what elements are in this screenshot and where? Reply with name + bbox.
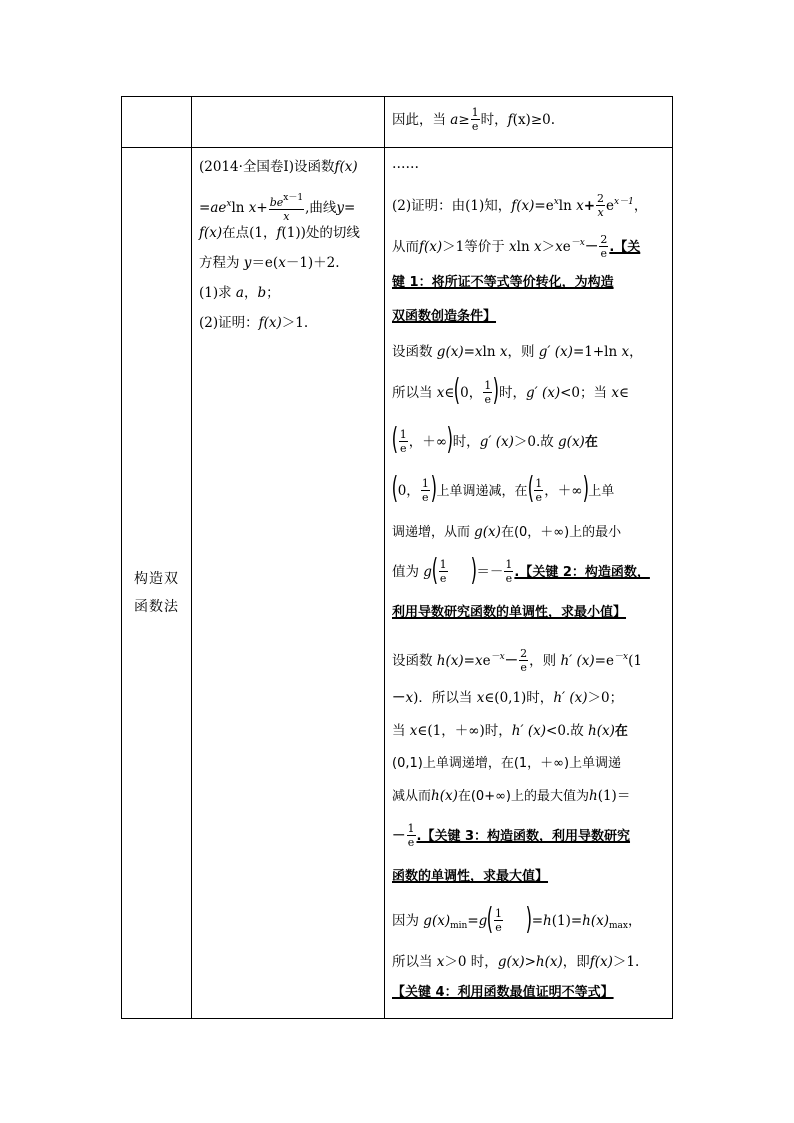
superscript: －x	[490, 652, 505, 662]
var: f	[507, 112, 513, 128]
var: h(x)	[436, 653, 464, 669]
solution-table	[121, 96, 673, 1019]
var: h(x)	[588, 722, 615, 739]
var: g′	[479, 433, 492, 450]
right-paren-icon: )	[582, 471, 589, 506]
text: e	[562, 239, 571, 255]
superscript: －x	[570, 238, 585, 248]
var: h	[589, 787, 598, 804]
solution-line	[392, 682, 670, 715]
var: (x)	[572, 653, 595, 669]
text: ，＋∞	[544, 482, 583, 499]
superscript: x－1	[283, 193, 304, 203]
text: 所以当	[392, 954, 437, 970]
left-paren-icon: (	[486, 901, 494, 937]
solution-line	[392, 148, 670, 178]
fraction	[471, 106, 480, 133]
method-line: 构造双	[134, 571, 179, 587]
text: ∈	[618, 384, 629, 401]
var: g	[478, 913, 488, 929]
text: =	[463, 344, 475, 360]
var: y	[336, 200, 344, 216]
text: (2)证明：由(1)知，	[392, 198, 512, 214]
numerator: be	[269, 196, 284, 209]
text: 0，	[460, 384, 483, 401]
problem-line	[199, 278, 378, 308]
left-paren-icon: (	[391, 471, 399, 506]
text: ，＋∞	[408, 433, 447, 450]
var: f(x)	[511, 198, 535, 214]
fraction	[596, 192, 605, 219]
var: g(x)	[423, 913, 451, 929]
var: g(x)	[474, 523, 501, 540]
var: a	[450, 112, 459, 128]
numerator: 1	[471, 106, 479, 119]
solution-line	[392, 336, 670, 369]
var: g(x)	[558, 433, 585, 450]
subscript: min	[450, 921, 468, 931]
solution-line	[392, 467, 670, 516]
table-row-previous	[122, 97, 673, 148]
text: ∈(1，＋∞)时，	[417, 722, 512, 739]
var: x	[278, 255, 286, 271]
text: ＝e(	[251, 255, 279, 271]
conclusion-line	[392, 97, 672, 147]
key-point-2: 利用导数研究函数的单调性，求最小值】	[392, 605, 627, 620]
text: (2014·全国卷Ⅰ)设函数	[199, 159, 335, 175]
var: x	[611, 384, 619, 401]
text: (1))处的切线	[281, 225, 360, 241]
text: (1)＝	[597, 787, 631, 804]
text: 0，	[397, 482, 420, 499]
superscript: x	[226, 199, 232, 209]
text: =	[344, 200, 356, 216]
method-cell-empty	[122, 97, 192, 148]
conclusion-cell	[385, 97, 673, 148]
text: 在	[584, 434, 598, 450]
text: 在(0+∞)上的最大值为	[457, 788, 589, 804]
var: f(x)	[419, 239, 443, 255]
solution-cell	[385, 148, 673, 1019]
numerator: 1	[495, 907, 502, 920]
text: (1)求	[199, 285, 236, 301]
var: h(x)	[582, 913, 610, 929]
solution-line	[392, 812, 670, 861]
var: (x)	[565, 690, 588, 706]
right-paren-icon: )	[470, 552, 477, 588]
text: －	[584, 239, 599, 255]
denominator: e	[407, 836, 415, 849]
var: x	[474, 344, 483, 360]
superscript: x－1	[614, 197, 634, 207]
var: y	[243, 255, 252, 271]
text: －	[392, 828, 406, 844]
numerator: 2	[520, 647, 528, 660]
text: ＞1.	[281, 315, 309, 331]
denominator: e	[520, 661, 527, 674]
solution-line	[392, 226, 670, 268]
var: f(x)	[258, 315, 282, 331]
text: 时，	[498, 384, 526, 401]
method-line: 函数法	[134, 599, 179, 615]
text: 因此，当	[392, 112, 451, 128]
key-point-1: 双函数创造条件】	[392, 309, 497, 324]
var: h′	[511, 722, 524, 739]
text: 从而	[392, 239, 419, 255]
var: h(x)	[431, 787, 458, 804]
problem-line	[199, 182, 378, 223]
text: ，则	[507, 344, 539, 360]
text: ＞0 时，	[444, 954, 498, 970]
text: ，	[629, 344, 643, 360]
text: ，	[633, 198, 648, 214]
text: ln	[516, 239, 534, 255]
var: x	[509, 239, 517, 255]
var: f(x)	[199, 225, 223, 241]
var: (x)	[491, 433, 514, 450]
solution-line	[392, 979, 670, 1009]
text: (x)≥0.	[512, 112, 556, 128]
solution-line	[392, 897, 670, 946]
text: =	[467, 913, 479, 929]
text: ，	[628, 913, 642, 929]
text: (0,1)上单调递增，在(1，＋∞)上单调递	[392, 756, 622, 771]
left-paren-icon: (	[391, 422, 399, 457]
right-paren-icon: )	[446, 422, 454, 457]
solution-text	[385, 148, 672, 1009]
var: (x)	[550, 344, 573, 360]
numerator: 1	[439, 558, 447, 571]
text: <0；当	[560, 384, 612, 401]
var: g(x)	[497, 954, 525, 970]
text: ，则	[529, 653, 561, 669]
text: +	[583, 198, 596, 214]
var: x	[248, 200, 257, 216]
text: ＞0.故	[513, 433, 559, 450]
problem-cell-empty	[192, 97, 385, 148]
var: g′	[525, 384, 538, 401]
right-paren-icon: )	[525, 901, 533, 937]
text: 设函数	[392, 344, 437, 360]
text: ＞	[541, 239, 556, 255]
text: 上单调递减，在	[436, 483, 528, 499]
text: 上单	[588, 483, 615, 499]
text: －	[392, 690, 406, 706]
denominator: e	[471, 120, 479, 133]
var: x	[576, 198, 584, 214]
key-point-4: 【关键 4：利用函数最值证明不等式】	[392, 984, 614, 1000]
solution-line	[392, 780, 670, 813]
text: ；	[266, 285, 280, 301]
solution-line	[392, 178, 670, 226]
key-point-3: 函数的单调性，求最大值】	[392, 869, 549, 884]
key-point-1: .【关	[609, 240, 641, 255]
denominator: e	[484, 392, 491, 406]
fraction	[407, 822, 416, 849]
var: (x)	[537, 384, 561, 401]
text: 设函数	[392, 653, 437, 669]
text: =e	[534, 198, 554, 214]
numerator: 1	[421, 476, 429, 490]
var: x	[409, 722, 418, 739]
var: x	[436, 954, 445, 970]
var: (x)	[523, 722, 547, 739]
key-point-2: .【关键 2：构造函数，	[514, 565, 650, 580]
text: 值为	[392, 564, 424, 580]
fraction	[439, 558, 448, 585]
var: x	[476, 690, 485, 706]
text: ＝－	[476, 564, 504, 580]
problem-cell	[192, 148, 385, 1019]
text: ，	[243, 285, 258, 301]
right-paren-icon: )	[430, 471, 437, 506]
text: ln	[558, 198, 577, 214]
var: x	[621, 344, 630, 360]
text: <0.故	[546, 722, 588, 739]
left-paren-icon: (	[454, 373, 461, 408]
text: ＞1等价于	[442, 239, 510, 255]
denominator: e	[600, 247, 608, 260]
var: g(x)	[436, 344, 464, 360]
problem-text	[192, 148, 384, 338]
solution-line	[392, 548, 670, 597]
text: 因为	[392, 913, 424, 929]
denominator: e	[439, 572, 447, 585]
var: h(x)	[535, 954, 563, 970]
text: (1)=	[551, 913, 583, 929]
fraction	[534, 477, 543, 504]
text: －1)＋2.	[285, 255, 340, 271]
numerator: 1	[407, 822, 415, 835]
text: e	[482, 653, 491, 669]
solution-line	[392, 633, 670, 682]
solution-line	[392, 418, 670, 467]
var: h	[543, 913, 552, 929]
superscript: x	[553, 197, 559, 207]
denominator: e	[399, 441, 407, 455]
text: 时，	[480, 112, 508, 128]
text: =	[199, 200, 211, 216]
denominator: x	[597, 206, 604, 219]
text: ∈	[444, 384, 455, 401]
text: ln	[231, 200, 249, 216]
problem-line	[199, 308, 378, 338]
table-row-method	[122, 148, 673, 1019]
text: ≥	[458, 112, 470, 128]
ellipsis: ……	[392, 156, 419, 172]
text: ln	[482, 344, 500, 360]
fraction	[399, 428, 408, 455]
text: +	[256, 200, 268, 216]
method-cell	[122, 148, 192, 1019]
fraction	[421, 477, 430, 504]
var: f(x)	[589, 954, 613, 970]
problem-line	[199, 248, 378, 278]
left-paren-icon: (	[527, 471, 534, 506]
text: 在	[614, 723, 628, 739]
denominator: e	[422, 490, 429, 504]
var: x	[555, 239, 563, 255]
var: f	[276, 225, 282, 241]
var: g	[423, 564, 432, 580]
solution-line	[392, 268, 670, 302]
fraction	[519, 647, 528, 674]
text: =1+ln	[572, 344, 622, 360]
text: )．所以当	[413, 690, 477, 706]
solution-line	[392, 861, 670, 897]
var: ae	[210, 200, 227, 216]
text: ＞0；	[587, 690, 624, 706]
text: e	[606, 198, 615, 214]
var: h′	[560, 653, 573, 669]
text: =	[531, 913, 544, 929]
key-point-1: 键 1：将所证不等式等价转化，为构造	[392, 275, 614, 290]
text: 调递增，从而	[392, 524, 475, 540]
text: ,曲线	[305, 200, 337, 216]
fraction	[599, 233, 608, 260]
solution-line	[392, 597, 670, 633]
fraction	[504, 558, 513, 585]
solution-line	[392, 516, 670, 549]
var: x	[474, 653, 483, 669]
text: =	[463, 653, 475, 669]
fraction	[494, 907, 503, 934]
text: >	[524, 954, 536, 970]
numerator: 1	[399, 427, 407, 441]
text: (2)证明：	[199, 315, 259, 331]
solution-line	[392, 715, 670, 748]
solution-line	[392, 302, 670, 336]
problem-line	[199, 152, 378, 182]
solution-line	[392, 747, 670, 780]
text: (1	[628, 653, 642, 669]
var: f(x)	[334, 159, 358, 175]
key-point-3: .【关键 3：构造函数，利用导数研究	[416, 829, 631, 844]
denominator: e	[505, 572, 513, 585]
numerator: 2	[597, 192, 605, 205]
text: =e	[594, 653, 614, 669]
numerator: 2	[600, 233, 608, 246]
var: h′	[553, 690, 566, 706]
text: ，即	[562, 954, 590, 970]
var: a	[235, 285, 244, 301]
text: 当	[392, 722, 410, 739]
text: 所以当	[392, 384, 437, 401]
numerator: 1	[535, 476, 543, 490]
problem-line	[199, 218, 378, 248]
var: x	[405, 690, 414, 706]
method-name	[122, 545, 191, 621]
text: ∈(0,1)时，	[484, 690, 554, 706]
solution-line	[392, 946, 670, 979]
var: g′	[538, 344, 551, 360]
superscript: －x	[613, 652, 629, 662]
text: ＞1.	[612, 954, 640, 970]
denominator: x	[283, 210, 290, 223]
text: 方程为	[199, 255, 244, 271]
text: 减从而	[392, 788, 432, 804]
var: x	[436, 384, 445, 401]
left-paren-icon: (	[431, 552, 439, 588]
numerator: 1	[484, 378, 492, 392]
text: 在点(1，	[222, 225, 277, 241]
text: 时，	[452, 433, 480, 450]
text: －	[504, 653, 519, 669]
text: 在(0，＋∞)上的最小	[500, 524, 622, 540]
solution-line	[392, 369, 670, 418]
denominator: e	[535, 490, 543, 504]
var: x	[499, 344, 508, 360]
fraction	[483, 379, 492, 406]
denominator: e	[495, 921, 502, 934]
var: x	[533, 239, 542, 255]
right-paren-icon: )	[492, 373, 500, 408]
numerator: 1	[505, 558, 513, 571]
subscript: max	[609, 921, 628, 931]
var: b	[257, 285, 267, 301]
